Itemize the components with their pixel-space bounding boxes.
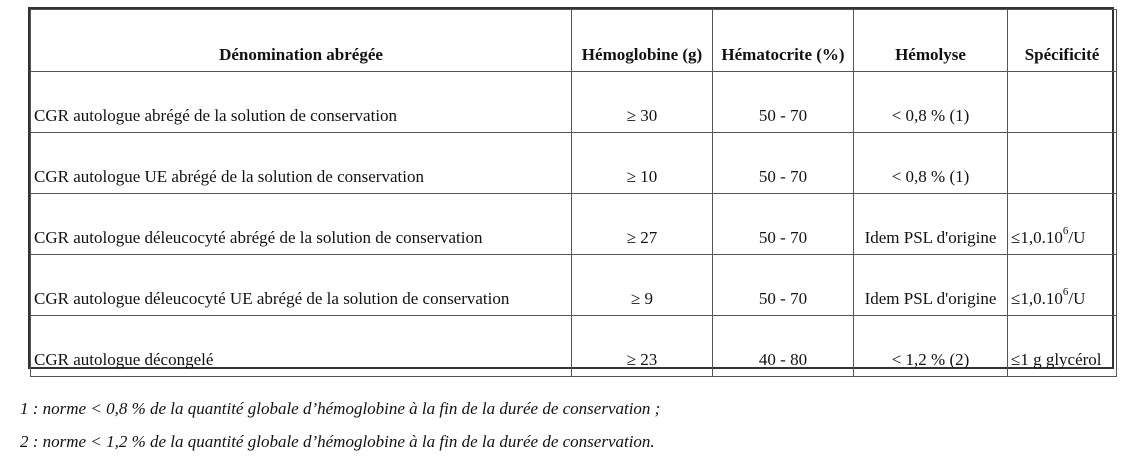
cell-hematocrite: 50 - 70	[713, 72, 854, 133]
specificite-unit: /U	[1068, 228, 1086, 247]
cell-denomination: CGR autologue abrégé de la solution de conservation	[31, 72, 572, 133]
table-row	[31, 194, 1117, 255]
cell-specificite	[1008, 133, 1117, 194]
cell-specificite	[1008, 72, 1117, 133]
cell-hemolyse: Idem PSL d'origine	[854, 194, 1008, 255]
header-hemolyse: Hémolyse	[854, 10, 1008, 72]
header-denomination: Dénomination abrégée	[31, 10, 572, 72]
cell-hemoglobine: ≥ 10	[572, 133, 713, 194]
specificite-unit: /U	[1068, 289, 1086, 308]
cell-hematocrite: 50 - 70	[713, 255, 854, 316]
cell-hematocrite: 50 - 70	[713, 133, 854, 194]
cell-specificite	[1008, 255, 1117, 316]
specificite-value: ≤1,0.10	[1011, 228, 1063, 247]
specificite-exponent: 6	[1062, 286, 1069, 298]
specificite-value: ≤1,0.10	[1011, 289, 1063, 308]
cell-hemolyse: < 0,8 % (1)	[854, 133, 1008, 194]
table-row	[31, 255, 1117, 316]
cell-hemoglobine: ≥ 27	[572, 194, 713, 255]
cell-hemoglobine: ≥ 23	[572, 316, 713, 377]
table-header-row	[31, 10, 1117, 72]
cell-denomination: CGR autologue UE abrégé de la solution de conservation	[31, 133, 572, 194]
cell-specificite: ≤1 g glycérol	[1008, 316, 1117, 377]
cell-denomination: CGR autologue déleucocyté UE abrégé de la solution de conservation	[31, 255, 572, 316]
table-row	[31, 133, 1117, 194]
footnote-2: 2 : norme < 1,2 % de la quantité globale d’hémoglobine à la fin de la durée de conservation.	[20, 432, 655, 451]
cell-denomination: CGR autologue déleucocyté abrégé de la solution de conservation	[31, 194, 572, 255]
cell-hemoglobine: ≥ 9	[572, 255, 713, 316]
header-hemoglobine: Hémoglobine (g)	[572, 10, 713, 72]
cell-hemoglobine: ≥ 30	[572, 72, 713, 133]
cell-hemolyse: < 0,8 % (1)	[854, 72, 1008, 133]
cell-hematocrite: 40 - 80	[713, 316, 854, 377]
header-specificite: Spécificité	[1008, 10, 1117, 72]
header-hematocrite: Hématocrite (%)	[713, 10, 854, 72]
table-row	[31, 72, 1117, 133]
specification-table-frame	[28, 7, 1114, 369]
cell-hemolyse: Idem PSL d'origine	[854, 255, 1008, 316]
specification-table	[30, 9, 1117, 377]
cell-hemolyse: < 1,2 % (2)	[854, 316, 1008, 377]
cell-denomination: CGR autologue décongelé	[31, 316, 572, 377]
specificite-exponent: 6	[1062, 225, 1069, 237]
cell-hematocrite: 50 - 70	[713, 194, 854, 255]
cell-specificite	[1008, 194, 1117, 255]
footnote-1: 1 : norme < 0,8 % de la quantité globale d’hémoglobine à la fin de la durée de conservation ;	[20, 399, 661, 418]
table-row	[31, 316, 1117, 377]
